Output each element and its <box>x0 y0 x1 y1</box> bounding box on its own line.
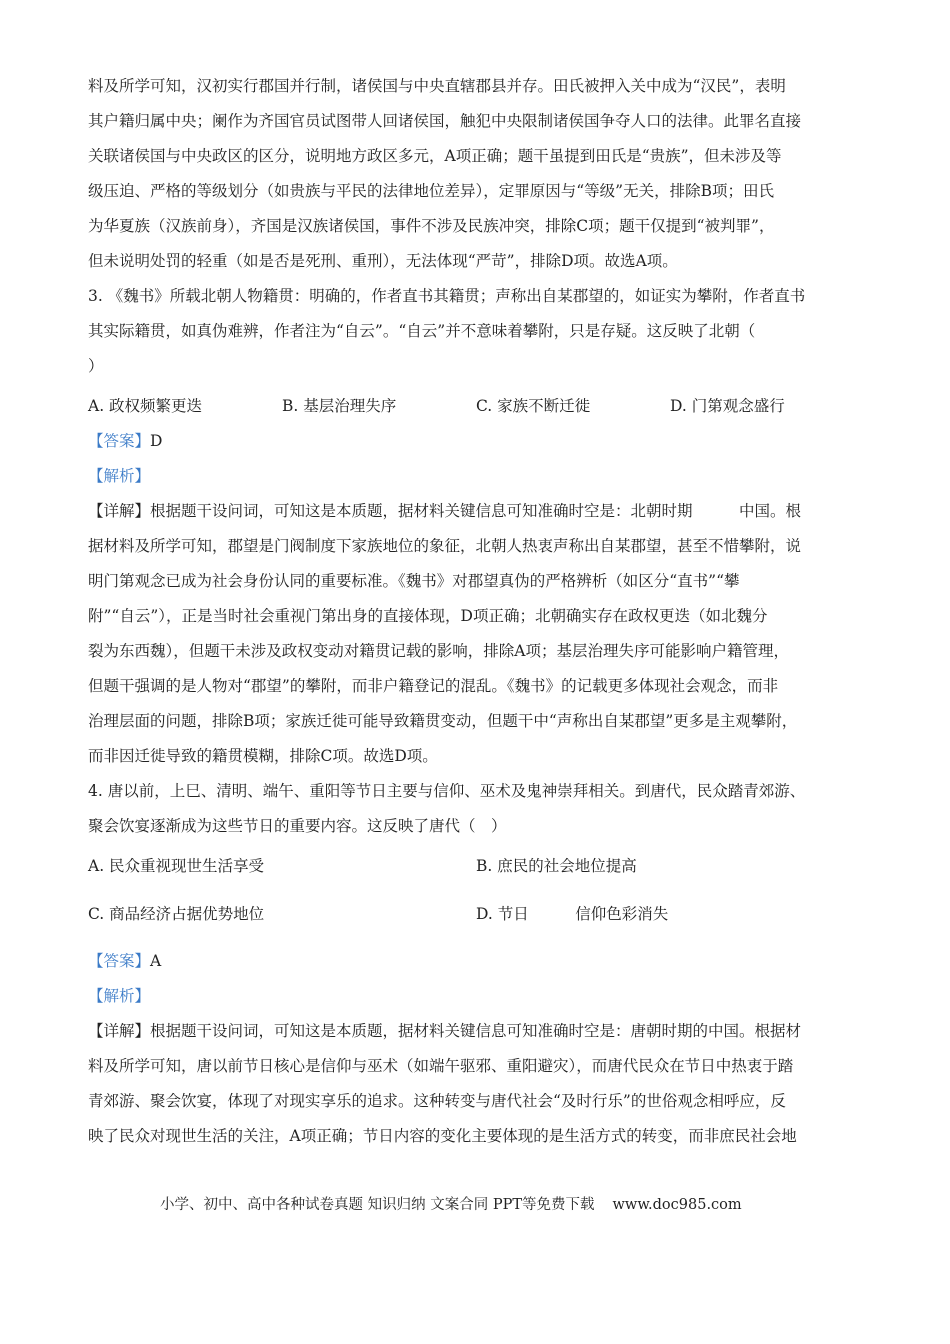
q4-analysis <box>88 986 150 1006</box>
analysis-tag: 【解析】 <box>88 467 151 485</box>
q3-detail-line: 明门第观念已成为社会身份认同的重要标准。《魏书》对郡望真伪的严格辨析（如区分“直书”“攀 <box>88 572 740 590</box>
q3-option-a: A. 政权频繁更迭 <box>88 397 203 415</box>
q3-detail-line: 裂为东西魏），但题干未涉及政权变动对籍贯记载的影响，排除A项；基层治理失序可能影响户籍管理， <box>88 642 789 660</box>
answer-tag: 【答案】 <box>88 952 151 970</box>
q4-option-c: C. 商品经济占据优势地位 <box>88 905 265 923</box>
q3-detail-line: 而非因迁徙导致的籍贯模糊，排除C项。故选D项。 <box>88 747 438 765</box>
q3-detail-line: 附”“自云”），正是当时社会重视门第出身的直接体现，D项正确；北朝确实存在政权更迭（如北魏分 <box>88 607 768 625</box>
q3-option-c: C. 家族不断迁徙 <box>476 397 591 415</box>
q3-answer <box>88 431 162 451</box>
text-line: 级压迫、严格的等级划分（如贵族与平民的法律地位差异），定罪原因与“等级”无关，排除B项；田氏 <box>88 182 774 200</box>
analysis-tag: 【解析】 <box>88 987 151 1005</box>
text-line: 但未说明处罚的轻重（如是否是死刑、重刑），无法体现“严苛”，排除D项。故选A项。 <box>88 252 678 270</box>
footer-url[interactable]: www.doc985.com <box>612 1197 742 1213</box>
q3-detail-line: 但题干强调的是人物对“郡望”的攀附，而非户籍登记的混乱。《魏书》的记载更多体现社会观念，而非 <box>88 677 779 695</box>
q4-option-d: D. 节日 信仰色彩消失 <box>476 905 669 923</box>
question-4-stem: 聚会饮宴逐渐成为这些节日的重要内容。这反映了唐代（ ） <box>88 817 507 835</box>
answer-value: D <box>150 432 163 450</box>
q4-answer <box>88 951 161 971</box>
text-line: 料及所学可知，汉初实行郡国并行制，诸侯国与中央直辖郡县并存。田氏被押入关中成为“汉民”，表明 <box>88 77 786 95</box>
q4-option-b: B. 庶民的社会地位提高 <box>476 857 637 875</box>
q4-detail-line: 青郊游、聚会饮宴，体现了对现实享乐的追求。这种转变与唐代社会“及时行乐”的世俗观念相呼应，反 <box>88 1092 786 1110</box>
page-footer <box>160 1193 742 1214</box>
question-3-stem: 其实际籍贯，如真伪难辨，作者注为“自云”。“自云”并不意味着攀附，只是存疑。这反映了北朝（ <box>88 322 756 340</box>
question-3-stem: 3. 《魏书》所载北朝人物籍贯：明确的，作者直书其籍贯；声称出自某郡望的，如证实为攀附，作者直书 <box>88 287 806 305</box>
q4-detail-line: 映了民众对现世生活的关注，A项正确；节日内容的变化主要体现的是生活方式的转变，而非庶民社会地 <box>88 1127 797 1145</box>
q4-detail-line: 料及所学可知，唐以前节日核心是信仰与巫术（如端午驱邪、重阳避灾），而唐代民众在节日中热衷于踏 <box>88 1057 794 1075</box>
q4-option-a: A. 民众重视现世生活享受 <box>88 857 265 875</box>
q3-detail-line: 据材料及所学可知，郡望是门阀制度下家族地位的象征，北朝人热衷声称出自某郡望，甚至不惜攀附，说 <box>88 537 802 555</box>
text-line: 其户籍归属中央；阑作为齐国官员试图带人回诸侯国，触犯中央限制诸侯国争夺人口的法律。此罪名直接 <box>88 112 802 130</box>
q3-detail-line: 治理层面的问题，排除B项；家族迁徙可能导致籍贯变动，但题干中“声称出自某郡望”更多是主观攀附， <box>88 712 798 730</box>
detail-tag: 【详解】 <box>88 502 151 520</box>
question-4-stem: 4. 唐以前，上巳、清明、端午、重阳等节日主要与信仰、巫术及鬼神崇拜相关。到唐代，民众踏青郊游、 <box>88 782 806 800</box>
footer-text: 小学、初中、高中各种试卷真题 知识归纳 文案合同 PPT等免费下载 <box>160 1197 595 1213</box>
detail-tag: 【详解】 <box>88 1022 151 1040</box>
answer-value: A <box>150 952 162 970</box>
question-3-stem: ） <box>88 357 104 375</box>
q4-detail: 【详解】根据题干设问词，可知这是本质题，据材料关键信息可知准确时空是：唐朝时期的中国。根据材 <box>88 1022 802 1040</box>
q3-option-d: D. 门第观念盛行 <box>670 397 785 415</box>
text-line: 关联诸侯国与中央政区的区分，说明地方政区多元，A项正确；题干虽提到田氏是“贵族”，但未涉及等 <box>88 147 782 165</box>
q3-option-b: B. 基层治理失序 <box>282 397 397 415</box>
answer-tag: 【答案】 <box>88 432 151 450</box>
q3-analysis <box>88 466 150 486</box>
text-line: 为华夏族（汉族前身），齐国是汉族诸侯国，事件不涉及民族冲突，排除C项；题干仅提到“被判罪”， <box>88 217 775 235</box>
q3-detail: 【详解】根据题干设问词，可知这是本质题，据材料关键信息可知准确时空是：北朝时期 中国。根 <box>88 502 802 520</box>
